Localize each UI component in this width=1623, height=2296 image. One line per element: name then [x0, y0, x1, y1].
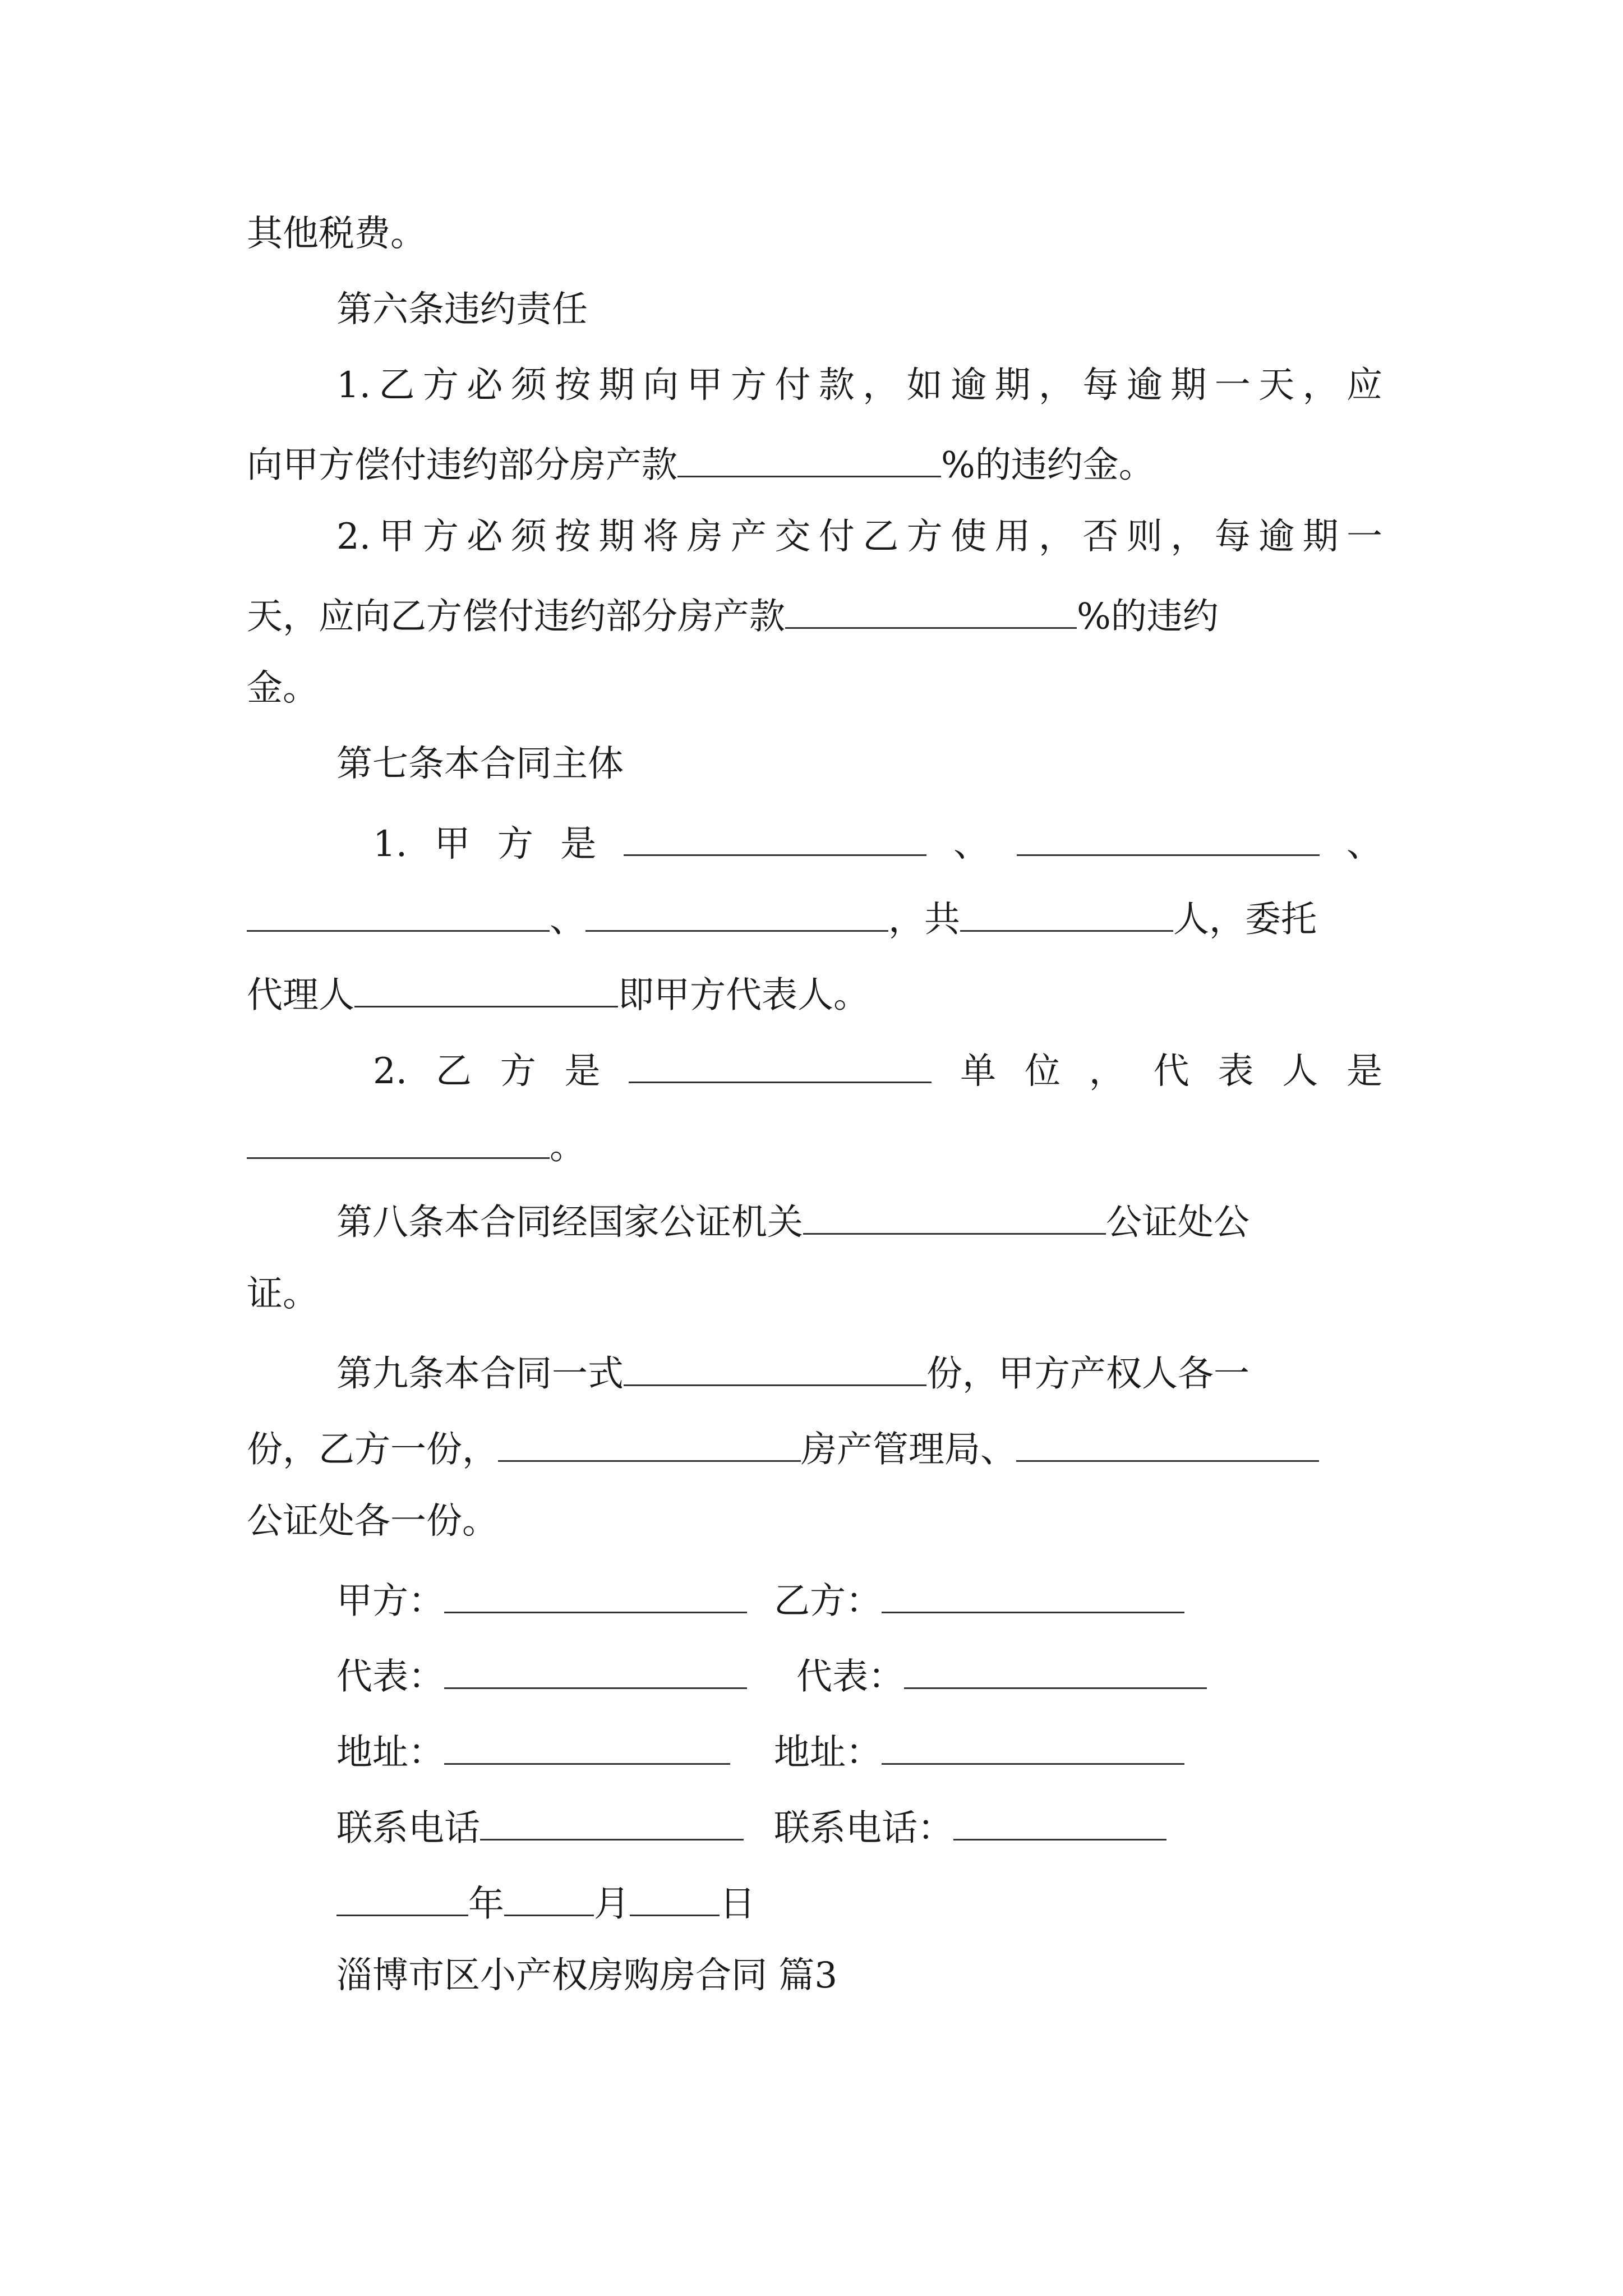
fill-blank[interactable]	[882, 1579, 1184, 1613]
fill-blank[interactable]	[247, 1125, 550, 1159]
fill-blank[interactable]	[677, 443, 941, 477]
paragraph-line: 2.甲方必须按期将房产交付乙方使用，否则，每逾期一	[336, 516, 1382, 558]
fill-blank[interactable]	[498, 1428, 801, 1462]
fill-blank[interactable]	[882, 1731, 1184, 1765]
paragraph-line: 。	[247, 1125, 585, 1165]
fill-blank[interactable]	[1017, 822, 1320, 856]
paragraph-line: 其他税费。	[247, 213, 426, 255]
party-b-representative: 代表：	[796, 1655, 1207, 1695]
party-a-address: 地址：	[336, 1731, 730, 1771]
article-9: 第九条本合同一式 份，甲方产权人各一	[336, 1352, 1249, 1392]
paragraph-line: 代理人 即甲方代表人。	[247, 973, 869, 1014]
paragraph-line: 、 ，共 人，委托	[247, 898, 1317, 938]
fill-blank[interactable]	[785, 595, 1077, 629]
fill-blank[interactable]	[336, 1882, 468, 1916]
paragraph-line: 天，应向乙方偿付违约部分房产款 %的违约	[247, 595, 1219, 635]
paragraph-line: 1.乙方必须按期向甲方付款，如逾期，每逾期一天，应	[336, 365, 1382, 406]
fill-blank[interactable]	[904, 1655, 1207, 1689]
date-line: 年 月 日	[336, 1882, 755, 1922]
paragraph-line: 公证处各一份。	[247, 1501, 498, 1542]
fill-blank[interactable]	[247, 898, 550, 932]
fill-blank[interactable]	[629, 1049, 932, 1083]
fill-blank[interactable]	[624, 822, 926, 856]
fill-blank[interactable]	[1016, 1428, 1319, 1462]
party-a-signature: 甲方：	[336, 1579, 747, 1619]
paragraph-line: 向甲方偿付违约部分房产款 %的违约金。	[247, 443, 1155, 484]
fill-blank[interactable]	[444, 1655, 747, 1689]
article-8: 第八条本合同经国家公证机关 公证处公	[336, 1200, 1249, 1241]
party-b-signature: 乙方：	[774, 1579, 1184, 1619]
paragraph-line: 份，乙方一份， 房产管理局、	[247, 1428, 1319, 1468]
fill-blank[interactable]	[480, 1806, 744, 1841]
fill-blank[interactable]	[585, 898, 888, 932]
paragraph-line: 证。	[247, 1273, 319, 1315]
paragraph-line: 2. 乙 方 是 单 位 ， 代 表 人 是	[373, 1049, 1382, 1089]
fill-blank[interactable]	[630, 1882, 720, 1916]
fill-blank[interactable]	[504, 1882, 594, 1916]
fill-blank[interactable]	[354, 973, 618, 1007]
party-b-phone: 联系电话：	[774, 1806, 1166, 1847]
fill-blank[interactable]	[960, 898, 1173, 932]
next-section-title: 淄博市区小产权房购房合同 篇3	[336, 1955, 838, 1996]
fill-blank[interactable]	[444, 1731, 730, 1765]
article-6-title: 第六条违约责任	[336, 289, 588, 330]
article-7-title: 第七条本合同主体	[336, 743, 624, 785]
paragraph-line: 金。	[247, 668, 319, 709]
fill-blank[interactable]	[803, 1200, 1106, 1235]
fill-blank[interactable]	[953, 1806, 1166, 1841]
party-b-address: 地址：	[774, 1731, 1184, 1771]
party-a-representative: 代表：	[336, 1655, 747, 1695]
fill-blank[interactable]	[444, 1579, 747, 1613]
paragraph-line: 1. 甲 方 是 、 、	[373, 822, 1382, 862]
party-a-phone: 联系电话	[336, 1806, 744, 1847]
fill-blank[interactable]	[624, 1352, 926, 1386]
